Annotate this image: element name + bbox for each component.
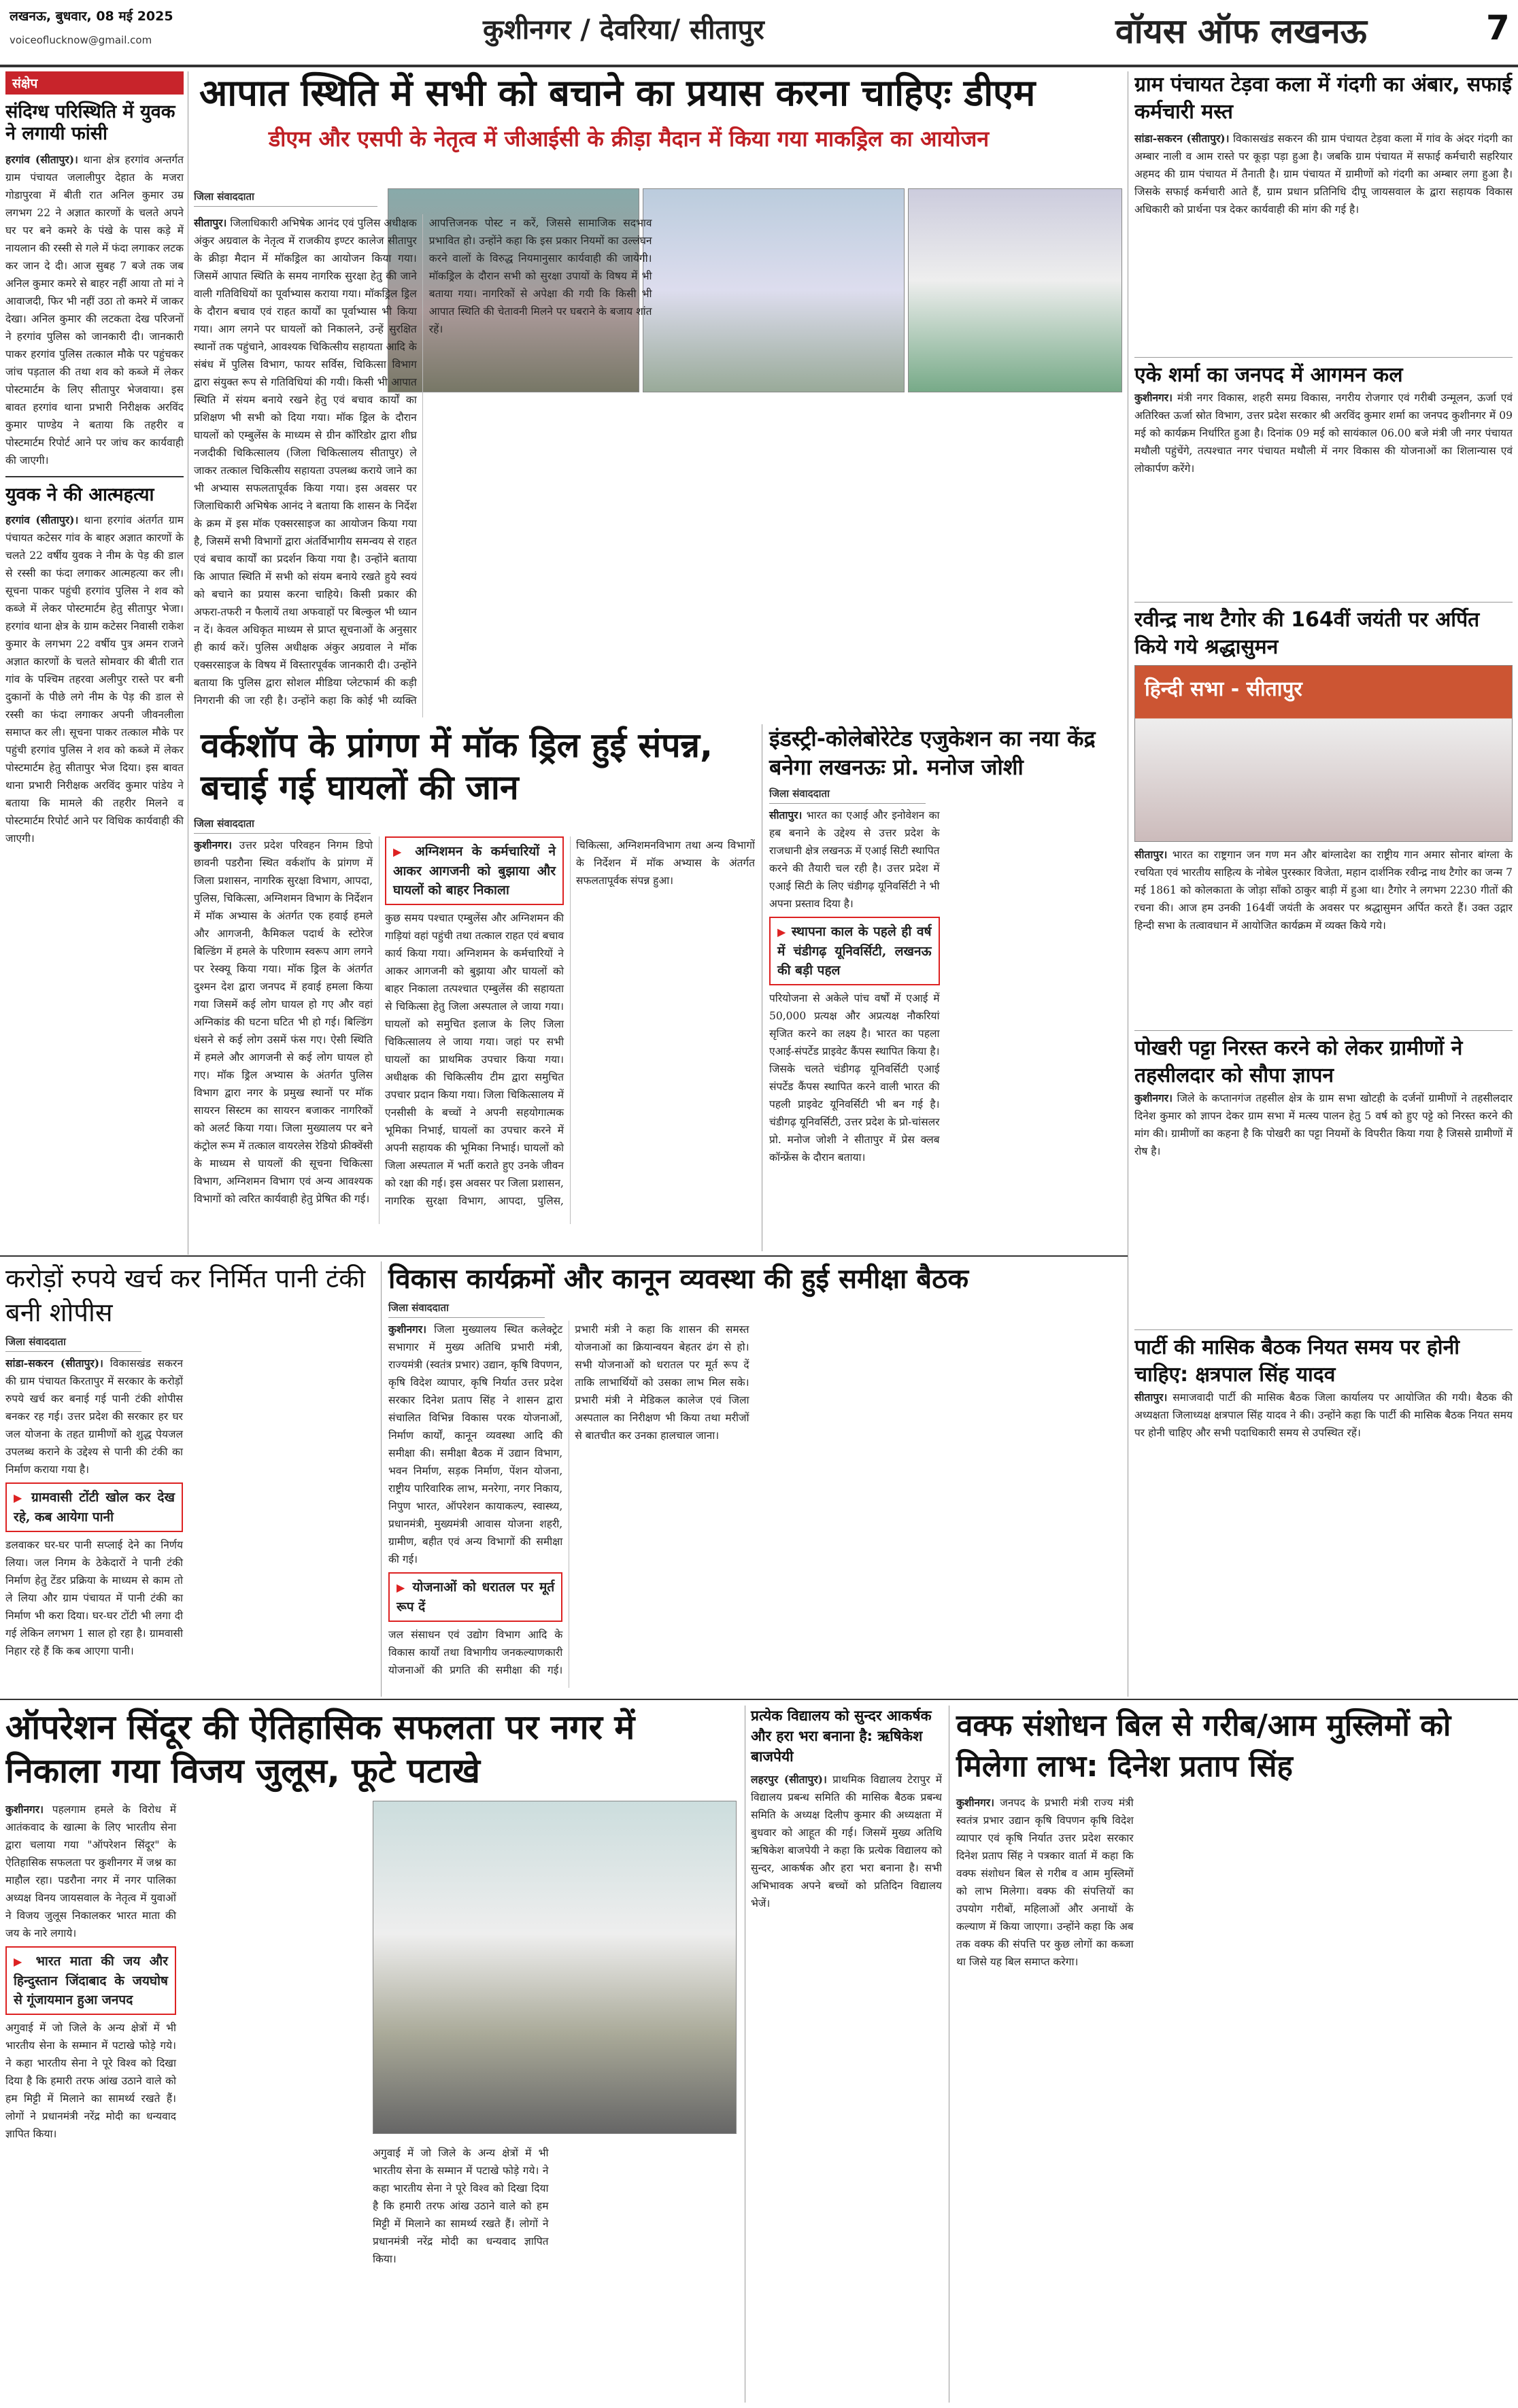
right2-headline: एके शर्मा का जनपद में आगमन कल bbox=[1134, 363, 1403, 387]
joshi-dateline: सीतापुर। bbox=[769, 809, 803, 821]
review-meeting-story bbox=[381, 1261, 1122, 1697]
sidebar-label: संक्षेप bbox=[5, 71, 184, 95]
review-callout: ▶ योजनाओं को धरातल पर मूर्त रूप दें bbox=[388, 1572, 562, 1622]
mock-dateline: कुशीनगर। bbox=[194, 838, 233, 851]
right-story-4 bbox=[1134, 1030, 1513, 1329]
lead-headline: आपात स्थिति में सभी को बचाने का प्रयास करना चाहिएः डीएम bbox=[199, 71, 1036, 114]
education-story bbox=[762, 724, 1122, 1251]
school-body: प्राथमिक विद्यालय टेरापुर में विद्यालय प्रबन्ध समिति की मासिक बैठक प्रबन्ध समिति के अध्यक्ष दिलीप कुमार की अध्यक्षता में बुधवार को आहूत की गई। जिसमें मुख्य अतिथि ऋषिकेश बाजपेयी ने कहा कि प्रत्येक विद्यालय को सुन्दर, आकर्षक और हरा भरा बनाना है। सभी अभिभावक अपने बच्चों को प्रतिदिन विद्यालय भेजें। bbox=[751, 1774, 942, 1910]
waqf-body-text: जनपद के प्रभारी मंत्री राज्य मंत्री स्वतंत्र प्रभार उद्यान कृषि विपणन कृषि विदेश व्यापार एवं कृषि निर्यात उत्तर प्रदेश सरकार दिनेश प्रताप सिंह ने पत्रकार वार्ता में कहा कि वक्फ संशोधन बिल से गरीब व आम मुस्लिमों को लाभ मिलेगा। वक्फ की संपत्तियों का उपयोग गरीबों, महिलाओं और अनाथों के कल्याण में किया जाएगा। उन्होंने कहा कि अब तक वक्फ की संपत्ति पर कुछ लोगों का कब्जा था जिसे यह बिल समाप्त करेगा। bbox=[956, 1797, 1134, 1968]
masthead-rule bbox=[0, 65, 1518, 67]
waqf-body bbox=[956, 1794, 1513, 2392]
lead-dateline: सीतापुर। bbox=[194, 216, 227, 229]
review-byline: जिला संवाददाता bbox=[388, 1300, 545, 1318]
mid-rule bbox=[0, 1255, 1128, 1257]
lead-body bbox=[194, 214, 1122, 717]
sidebar bbox=[5, 71, 184, 1255]
page-number: 7 bbox=[1486, 8, 1510, 48]
right-column bbox=[1134, 71, 1513, 1697]
joshi-byline: जिला संवाददाता bbox=[769, 785, 926, 804]
right-story-3 bbox=[1134, 602, 1513, 1030]
sindoor-story bbox=[5, 1706, 737, 2403]
lead-subheadline: डीएम और एसपी के नेतृत्व में जीआईसी के क्रीड़ा मैदान में किया गया माकड्रिल का आयोजन bbox=[269, 125, 990, 152]
school-story bbox=[745, 1706, 942, 2403]
joshi-headline: इंडस्ट्री-कोलेबोरेटेड एजुकेशन का नया केंद्र बनेगा लखनऊः प्रो. मनोज जोशी bbox=[769, 726, 1096, 780]
review-body-text: जिला मुख्यालय स्थित कलेक्ट्रेट सभागार में मुख्य अतिथि प्रभारी मंत्री, राज्यमंत्री (स्वतंत्र प्रभार) उद्यान, कृषि विपणन, कृषि विदेश व्यापार, कृषि निर्यात उत्तर प्रदेश सरकार दिनेश प्रताप सिंह ने शासन द्वारा संचालित विभिन्न विकास परक योजनाओं, निर्माण कार्यों, कानून व्यवस्था आदि की समीक्षा की। समीक्षा बैठक में उद्यान विभाग, भवन निर्माण, सड़क निर्माण, पेंशन योजना, राष्ट्रीय पारिवारिक लाभ, मनरेगा, नगर निकाय, निपुण भारत, ऑपरेशन कायाकल्प, स्वास्थ्य, प्रधानमंत्री, मुख्यमंत्री आवास योजना शहरी, ग्रामीण, बहीत एवं अन्य विभागों की समीक्षा की गई। bbox=[388, 1323, 563, 1565]
sindoor-headline: ऑपरेशन सिंदूर की ऐतिहासिक सफलता पर नगर में निकाला गया विजय जुलूस, फूटे पटाखे bbox=[5, 1708, 635, 1791]
sindoor-dateline: कुशीनगर। bbox=[5, 1803, 44, 1816]
review-body-text-2: जल संसाधन एवं उद्योग विभाग आदि के विकास कार्यों तथा विभागीय जनकल्याणकारी योजनाओं की प्रगति की समीक्षा की गई। प्रभारी मंत्री ने कहा कि शासन की समस्त योजनाओं का क्रियान्वयन बेहतर ढंग से हो। सभी योजनाओं को धरातल पर मूर्त रूप दें ताकि लाभार्थियों को उसका लाभ मिल सके। प्रभारी मंत्री ने मेडिकल कालेज एवं जिला अस्पताल का निरीक्षण भी किया तथा मरीजों से बातचीत कर उनका हालचाल जाना। bbox=[388, 1323, 749, 1676]
waqf-story bbox=[949, 1706, 1513, 2403]
right1-body: विकासखंड सकरन की ग्राम पंचायत टेड़वा कला में गांव के अंदर गंदगी का अम्बार नाली व आम रास्ते पर कूड़ा पड़ा हुआ है। जबकि ग्राम पंचायत में सफाई कर्मचारी सहरियार अहमद की ग्राम पंचायत में तैनाती है। ग्राम पंचायत में ग्रामीणों को गंदगी का अम्बार लगा हुआ है। जिसके सफाई कर्मचारी आते हैं, ग्राम प्रधान प्रतिनिधि दीपू जायसवाल के द्वारा सहायक विकास अधिकारी को प्रार्थना पत्र देकर कार्यवाही की मांग की गई है। bbox=[1134, 133, 1513, 216]
water-body-text-2: डलवाकर घर-घर पानी सप्लाई देने का निर्णय लिया। जल निगम के ठेकेदारों ने पानी टंकी निर्माण हेतु टेंडर प्रक्रिया के माध्यम से काम तो ले लिया और ग्राम पंचायत में पानी टंकी का निर्माण भी करा दिया। घर-घर टोंटी भी लगा दी गई लेकिन लगभग 1 साल हो रहा है। ग्रामवासी निहार रहे हैं कि कब आएगा पानी। bbox=[5, 1539, 183, 1657]
water-headline: करोड़ों रुपये खर्च कर निर्मित पानी टंकी बनी शोपीस bbox=[5, 1264, 366, 1327]
section-title: कुशीनगर / देवरिया/ सीतापुर bbox=[483, 14, 764, 46]
joshi-body bbox=[769, 807, 1122, 1242]
right4-body: जिले के कप्तानगंज तहसील क्षेत्र के ग्राम सभा खोटही के दर्जनों ग्रामीणों ने तहसीलदार दिनेश कुमार को ज्ञापन देकर ग्राम सभा में मत्स्य पालन हेतु 5 वर्ष को हुए पट्टे को निरस्त करने की मांग की। ग्रामीणों का कहना है कि पोखरी का पट्टा नियमों के विपरीत किया गया है जिससे ग्रामीणों में रोष है। bbox=[1134, 1092, 1513, 1157]
joshi-body-text: भारत का एआई और इनोवेशन का हब बनाने के उद्देश्य से उत्तर प्रदेश के राजधानी क्षेत्र लखनऊ में एआई सिटी स्थापित करने की तैयारी चल रही है। उत्तर प्रदेश में एआई सिटी के लिए चंडीगढ़ यूनिवर्सिटी ने भी अपना प्रस्ताव दिया है। bbox=[769, 809, 940, 910]
lead-story bbox=[194, 71, 1122, 721]
right-story-1 bbox=[1134, 71, 1513, 357]
sindoor-body-text-3: अगुवाई में जो जिले के अन्य क्षेत्रों में भी भारतीय सेना के सम्मान में पटाखे फोड़े गये। ने कहा भारतीय सेना ने पूरे विश्व को दिखा दिया है कि हमारी तरफ आंख उठाने वाले को हम मिट्टी में मिलाने का सामर्थ्य रखते हैं। लोगों ने प्रधानमंत्री नरेंद्र मोदी का धन्यवाद ज्ञापित किया। bbox=[373, 2147, 549, 2265]
sidebar-story-2-body: थाना हरगांव अंतर्गत ग्राम पंचायत कटेसर गांव के बाहर अज्ञात कारणों के चलते 22 वर्षीय युवक ने नीम के पेड़ की डाल से रस्सी का फंदा लगाकर आत्महत्या कर ली। सूचना पाकर पहुंची हरगांव पुलिस ने शव को कब्जे में लेकर पोस्टमार्टम हेतु सीतापुर भेजा। हरगांव थाना क्षेत्र के ग्राम कटेसर निवासी राकेश कुमार के लगभग 22 वर्षीय पुत्र अमन राजने अज्ञात कारणों के चलते सोमवार की बीती रात गांव के पश्चिम तहरवा अलीपुर रास्ते पर बनी दुकानों के पीछे लगे नीम के पेड़ की डाल से रस्सी का फंदा लगाकर अपनी जीवनलीला समाप्त कर ली। सूचना पाकर तत्काल मौके पर पहुंची हरगांव पुलिस ने शव को कब्जे में लेकर पोस्टमार्टम हेतु सीतापुर भेज दिया। इस बावत थाना प्रभारी निरीक्षक अरविंद कुमार पांडेय ने बताया कि मामले की तहरीर मिलने व पोस्टमार्टम रिपोर्ट आने पर विधिक कार्यवाही की जाएगी। bbox=[5, 514, 184, 845]
review-headline: विकास कार्यक्रमों और कानून व्यवस्था की हुई समीक्षा बैठक bbox=[388, 1264, 969, 1295]
victory-procession-photo bbox=[373, 1801, 737, 2134]
mock-body bbox=[194, 836, 755, 1224]
tagore-event-photo bbox=[1134, 665, 1513, 842]
water-callout-text: ग्रामवासी टोंटी खोल कर देख रहे, कब आयेगा पानी bbox=[14, 1490, 175, 1525]
masthead bbox=[0, 0, 1518, 65]
right1-headline: ग्राम पंचायत टेड़वा कला में गंदगी का अंबार, सफाई कर्मचारी मस्त bbox=[1134, 73, 1512, 124]
sidebar-story-2 bbox=[5, 476, 184, 847]
right-story-2 bbox=[1134, 357, 1513, 602]
right4-dateline: कुशीनगर। bbox=[1134, 1091, 1173, 1104]
waqf-headline: वक्फ संशोधन बिल से गरीब/आम मुस्लिमों को मिलेगा लाभ: दिनेश प्रताप सिंह bbox=[956, 1708, 1451, 1784]
review-body bbox=[388, 1321, 1122, 1688]
tagore-photo-banner: हिन्दी सभा - सीतापुर bbox=[1145, 677, 1302, 701]
sidebar-story-1 bbox=[5, 101, 184, 469]
water-dateline: सांडा-सकरन (सीतापुर)। bbox=[5, 1357, 103, 1370]
right5-body: समाजवादी पार्टी की मासिक बैठक जिला कार्यालय पर आयोजित की गयी। बैठक की अध्यक्षता जिलाध्यक्ष क्षत्रपाल सिंह यादव ने की। उन्होंने कहा कि पार्टी की मासिक बैठक नियत समय पर होनी चाहिए और सभी पदाधिकारी समय से उपस्थित रहें। bbox=[1134, 1391, 1513, 1439]
school-headline: प्रत्येक विद्यालय को सुन्दर आकर्षक और हरा भरा बनाना है: ऋषिकेश बाजपेयी bbox=[751, 1708, 932, 1765]
lead-body-text: जिलाधिकारी अभिषेक आनंद एवं पुलिस अधीक्षक अंकुर अग्रवाल के नेतृत्व में राजकीय इण्टर कालेज सीतापुर के क्रीड़ा मैदान में मॉकड्रिल का आयोजन किया गया। जिसमें आपात स्थिति के समय नागरिक सुरक्षा हेतु की जाने वाली गतिविधियों का पूर्वाभ्यास कराया गया। मॉकड्रिल ड्रिल के दौरान बचाव एवं राहत कार्यों का पूर्वाभ्यास भी किया गया। आग लगने पर घायलों को निकालने, उन्हें सुरक्षित स्थानों तक पहुंचाने, आवश्यक चिकित्सीय सहायता आदि के संबंध में पुलिस विभाग, फायर सर्विस, चिकित्सा विभाग द्वारा संयुक्त रूप से गतिविधियां की गयी। किसी भी आपात स्थिति में संयम बनाये रखने हेतु एवं बचाव कार्यों का प्रशिक्षण भी सभी को दिया गया। मॉक ड्रिल के दौरान घायलों को एम्बुलेंस के माध्यम से ग्रीन कॉरिडोर द्वारा शीघ्र नजदीकी चिकित्सालय (जिला चिकित्सालय सीतापुर) ले जाकर तत्काल चिकित्सीय सहायता उपलब्ध कराये जाने का भी अभ्यास सफलतापूर्वक किया गया। इस अवसर पर जिलाधिकारी अभिषेक आनंद ने बताया कि शासन के निर्देश के क्रम में इस मॉक एक्सरसाइज का आयोजन किया गया है, जिसमें सभी विभागों द्वारा अंतर्विभागीय समन्वय से राहत एवं बचाव कार्यों का प्रदर्शन किया गया है। उन्होंने बताया कि आपात स्थिति में सभी को संयम बनाये रखते हुये स्वयं को बचाने का प्रयास करना चाहिये। किसी प्रकार की अफरा-तफरी न फैलायें तथा अफवाहों पर बिल्कुल भी ध्यान न दें। केवल अधिकृत माध्यम से प्राप्त सूचनाओं के अनुसार ही कार्य करें। पुलिस अधीक्षक अंकुर अग्रवाल ने मॉक एक्सरसाइज के विषय में विस्तारपूर्वक जानकारी दी। उन्होंने बताया कि पुलिस द्वारा सोशल मीडिया प्लेटफार्म की कड़ी निगरानी की जा रही है। उन्होंने कहा कि कोई भी व्यक्ति आपत्तिजनक पोस्ट न करें, जिससे सामाजिक सदभाव प्रभावित हो। उन्होंने कहा कि इस प्रकार नियमों का उल्लंघन करने वालों के विरुद्ध नियमानुसार कार्यवाही की जायेगी। मॉकड्रिल के दौरान सभी को सुरक्षा उपायों के विषय में भी बताया गया। नागरिकों से अपेक्षा की गयी कि किसी भी आपात स्थिति की चेतावनी मिलने पर घबराने के बजाय शांत रहें। bbox=[194, 217, 652, 707]
mock-drill-story bbox=[194, 724, 755, 1251]
sidebar-story-2-headline: युवक ने की आत्महत्या bbox=[5, 484, 154, 505]
right2-body: मंत्री नगर विकास, शहरी समग्र विकास, नगरीय रोजगार एवं गरीबी उन्मूलन, ऊर्जा एवं अतिरिक्त ऊर्जा स्रोत विभाग, उत्तर प्रदेश सरकार श्री अरविंद कुमार शर्मा का जनपद कुशीनगर में 09 मई को कार्यक्रम निर्धारित हुआ है। दिनांक 09 मई को सायंकाल 06.00 बजे मंत्री जी नगर पंचायत मथौली पहुंचेंगे, तत्पश्चात नगर पंचायत मथौली में नगर विकास की योजनाओं का शिलान्यास एवं लोकार्पण करेंगे। bbox=[1134, 392, 1513, 475]
right3-headline: रवीन्द्र नाथ टैगोर की 164वीं जयंती पर अर्पित किये गये श्रद्धासुमन bbox=[1134, 608, 1480, 659]
right-story-5 bbox=[1134, 1329, 1513, 1649]
right5-headline: पार्टी की मासिक बैठक नियत समय पर होनी चाहिए: क्षत्रपाल सिंह यादव bbox=[1134, 1336, 1460, 1387]
mock-callout-text: अग्निशमन के कर्मचारियों ने आकर आगजनी को बुझाया और घायलों को बाहर निकाला bbox=[393, 844, 556, 898]
sidebar-story-1-body: थाना क्षेत्र हरगांव अन्तर्गत ग्राम पंचायत जलालीपुर देहात के मजरा गोडापुरवा में बीती रात अनिल कुमार उम्र लगभग 22 ने अज्ञात कारणों के चलते अपने घर पर बने कमरे के पंखे के पास कड़े में नायलान की रस्सी से गले में फंदा लगाकर लटक कर जान दे दी। आज सुबह 7 बजे तक जब अनिल कुमार कमरे से बाहर नहीं आया तो मां ने आवाजदी, फिर भी नहीं उठा तो कमरे में जाकर देखा। अनिल कुमार की लटकता देख परिजनों ने हरगांव पुलिस को जानकारी दी। जानकारी पाकर हरगांव पुलिस तत्काल मौके पर पहुंचकर जांच पड़ताल की तथा शव को कब्जे में लेकर पोस्टमार्टम के लिए सीतापुर भेजवाया। इस बावत हरगांव थाना प्रभारी निरीक्षक अरविंद कुमार पाण्डेय ने बताया कि तहरीर व पोस्टमार्टम रिपोर्ट आने पर जांच कर कार्यवाही की जाएगी। bbox=[5, 153, 184, 467]
right2-dateline: कुशीनगर। bbox=[1134, 391, 1173, 404]
right3-dateline: सीतापुर। bbox=[1134, 848, 1168, 861]
mock-headline: वर्कशॉप के प्रांगण में मॉक ड्रिल हुई संपन्न, बचाई गई घायलों की जान bbox=[201, 726, 713, 807]
waqf-dateline: कुशीनगर। bbox=[956, 1796, 995, 1809]
sindoor-callout-text: भारत माता की जय और हिन्दुस्तान जिंदाबाद के जयघोष से गूंजायमान हुआ जनपद bbox=[14, 1954, 169, 2007]
lower-rule bbox=[0, 1699, 1518, 1700]
water-callout: ▶ ग्रामवासी टोंटी खोल कर देख रहे, कब आयेगा पानी bbox=[5, 1482, 183, 1532]
sidebar-story-2-dateline: हरगांव (सीतापुर)। bbox=[5, 513, 79, 527]
sindoor-body-continued bbox=[373, 2144, 737, 2399]
mock-byline: जिला संवाददाता bbox=[194, 815, 371, 834]
joshi-body-text-2: परियोजना से अकेले पांच वर्षों में एआई में 50,000 प्रत्यक्ष और अप्रत्यक्ष नौकरियां सृजित करने का लक्ष्य है। भारत का पहला एआई-संपर्टेड प्राइवेट कैंपस स्थापित किया है। जिसके चलते चंडीगढ़ यूनिवर्सिटी एआई संपर्टेड कैंपस स्थापित करने वाली भारत की पहली प्राइवेट यूनिवर्सिटी भी बन गई है। चंडीगढ़ यूनिवर्सिटी, उत्तर प्रदेश के प्रो-चांसलर प्रो. मनोज जोशी ने सीतापुर में प्रेस क्लब कॉन्फ्रेंस के दौरान बताया। bbox=[769, 992, 940, 1164]
mock-body-text-2: कुछ समय पश्चात एम्बुलेंस और अग्निशमन की गाड़ियां वहां पहुंची तथा तत्काल राहत एवं बचाव कार्य किया गया। अग्निशमन के कर्मचारियों ने आकर आगजनी को बुझाया और घायलों को बाहर निकाला तत्पश्चात एम्बुलेंस की सहायता से चिकित्सा हेतु जिला अस्पताल ले जाया गया। घायलों को समुचित इलाज के लिए जिला चिकित्सालय ले जाया गया। जहां पर सभी घायलों का प्राथमिक उपचार किया गया। अधीक्षक की चिकित्सीय टीम द्वारा समुचित उपचार प्रदान किया गया। जिला चिकित्सालय में एनसीसी के बच्चों ने अपनी सहयोगात्मक भूमिका निभाई, घायलों का उपचार करने में अपनी सहायक की भूमिका निभाई। घायलों को जिला अस्पताल में भर्ती कराते हुए उनके जीवन को रक्षा की गई। इस अवसर पर जिला प्रशासन, नागरिक सुरक्षा विभाग, आपदा, पुलिस, चिकित्सा, अग्निशमनविभाग तथा अन्य विभागों के निर्देशन में मॉक अभ्यास के अंतर्गत सफलतापूर्वक संपन्न हुआ। bbox=[385, 839, 755, 1207]
right3-body: भारत का राष्ट्रगान जन गण मन और बांग्लादेश का राष्ट्रीय गान अमार सोनार बांग्ला के रचयिता एवं भारतीय साहित्य के नोबेल पुरस्कार विजेता, महान दार्शनिक रवीन्द्र नाथ टैगोर का जन्म 7 मई 1861 को कोलकाता के जोड़ा साँको ठाकुर बाड़ी में हुआ था। टैगोर ने लगभग 2230 गीतों की रचना की। आज हम उनकी 164वीं जयंती के अवसर पर श्रद्धासुमन अर्पित करते हैं। उक्त उद्गार हिन्दी सभा के तत्वावधान में आयोजित कार्यक्रम में व्यक्त किये गये। bbox=[1134, 849, 1513, 932]
joshi-callout-text: स्थापना काल के पहले ही वर्ष में चंडीगढ़ यूनिवर्सिटी, लखनऊ की बड़ी पहल bbox=[777, 924, 932, 978]
brand-logo: वॉयस ऑफ लखनऊ bbox=[1115, 12, 1367, 51]
joshi-callout: ▶ स्थापना काल के पहले ही वर्ष में चंडीगढ़ यूनिवर्सिटी, लखनऊ की बड़ी पहल bbox=[769, 917, 940, 985]
water-tank-story bbox=[5, 1261, 373, 1697]
water-byline: जिला संवाददाता bbox=[5, 1334, 141, 1352]
contact-email: voiceoflucknow@gmail.com bbox=[10, 34, 152, 46]
lead-byline: जिला संवाददाता bbox=[194, 188, 377, 207]
right4-headline: पोखरी पट्टा निरस्त करने को लेकर ग्रामीणों ने तहसीलदार को सौपा ज्ञापन bbox=[1134, 1036, 1463, 1087]
water-body bbox=[5, 1355, 373, 1695]
mock-body-text: उत्तर प्रदेश परिवहन निगम डिपो छावनी पडरौना स्थित वर्कशॉप के प्रांगण में जिला प्रशासन, नागरिक सुरक्षा विभाग, आपदा, पुलिस, चिकित्सा, अग्निशमन विभाग के निर्देशन में मॉक अभ्यास के अंतर्गत एक हवाई हमले और आगजनी, कैमिकल पदार्थ के स्टोरेज बिल्डिंग में हमले के परिणाम स्वरूप आग लगने पर रेस्क्यू किया गया। मॉक ड्रिल के अंतर्गत दुश्मन देश द्वारा जनपद में हवाई हमला किया गया जिसमें कई लोग घायल हो गए और वहां अग्निकांड की घटना घटित भी हो गई। बिल्डिंग धंसने से कई लोग उसमें फंस गए। ऐसी स्थिति में हमले और आगजनी से कई लोग घायल हो गए। मॉक ड्रिल अभ्यास के अंतर्गत पुलिस विभाग द्वारा नगर के प्रमुख स्थानों पर मॉक सायरन सिस्टम का सायरन बजाकर नागरिकों को अलर्ट किया गया। जिला मुख्यालय पर बने कंट्रोल रूम में तत्काल वायरलेस रेडियो फ्रीक्वेंसी के माध्यम से घायलों की सूचना चिकित्सा विभाग, अग्निशमन विभाग एवं अन्य आवश्यक विभागों को त्वरित कार्यवाही हेतु प्रेषित की गई। bbox=[194, 839, 373, 1205]
sidebar-story-1-headline: संदिग्ध परिस्थिति में युवक ने लगायी फांसी bbox=[5, 101, 175, 145]
sidebar-story-1-dateline: हरगांव (सीतापुर)। bbox=[5, 152, 78, 166]
sindoor-callout: ▶ भारत माता की जय और हिन्दुस्तान जिंदाबाद के जयघोष से गूंजायमान हुआ जनपद bbox=[5, 1946, 176, 2015]
review-callout-text: योजनाओं को धरातल पर मूर्त रूप दें bbox=[397, 1580, 555, 1614]
review-dateline: कुशीनगर। bbox=[388, 1323, 427, 1336]
water-body-text: विकासखंड सकरन की ग्राम पंचायत किरतापुर में सरकार के करोड़ों रुपये खर्च कर बनाई गई पानी टंकी शोपीस बनकर रह गई। उत्तर प्रदेश की सरकार हर घर जल योजना के तहत ग्रामीणों को शुद्ध पेयजल उपलब्ध कराने के उद्देश्य से पानी की टंकी का निर्माण कराया गया है। bbox=[5, 1357, 183, 1476]
right5-dateline: सीतापुर। bbox=[1134, 1391, 1168, 1404]
sindoor-body-text-2: अगुवाई में जो जिले के अन्य क्षेत्रों में भी भारतीय सेना के सम्मान में पटाखे फोड़े गये। ने कहा भारतीय सेना ने पूरे विश्व को दिखा दिया है कि हमारी तरफ आंख उठाने वाले को हम मिट्टी में मिलाने का सामर्थ्य रखते हैं। लोगों ने प्रधानमंत्री नरेंद्र मोदी का धन्यवाद ज्ञापित किया। bbox=[5, 2022, 176, 2140]
sindoor-body bbox=[5, 1801, 359, 2399]
mock-callout: ▶ अग्निशमन के कर्मचारियों ने आकर आगजनी को बुझाया और घायलों को बाहर निकाला bbox=[385, 836, 564, 905]
sindoor-body-text: पहलगाम हमले के विरोध में आतंकवाद के खात्मा के लिए भारतीय सेना द्वारा चलाया गया "ऑपरेशन सिंदूर" के ऐतिहासिक सफलता पर कुशीनगर में जश्न का माहौल रहा। पडरौना नगर में नगर पालिका अध्यक्ष विनय जायसवाल के नेतृत्व में युवाओं ने विजय जुलूस निकालकर भारत माता की जय के नारे लगाये। bbox=[5, 1803, 176, 1939]
school-dateline: लहरपुर (सीतापुर)। bbox=[751, 1773, 827, 1786]
issue-date: लखनऊ, बुधवार, 08 मई 2025 bbox=[10, 9, 173, 24]
right1-dateline: सांडा-सकरन (सीतापुर)। bbox=[1134, 132, 1230, 145]
